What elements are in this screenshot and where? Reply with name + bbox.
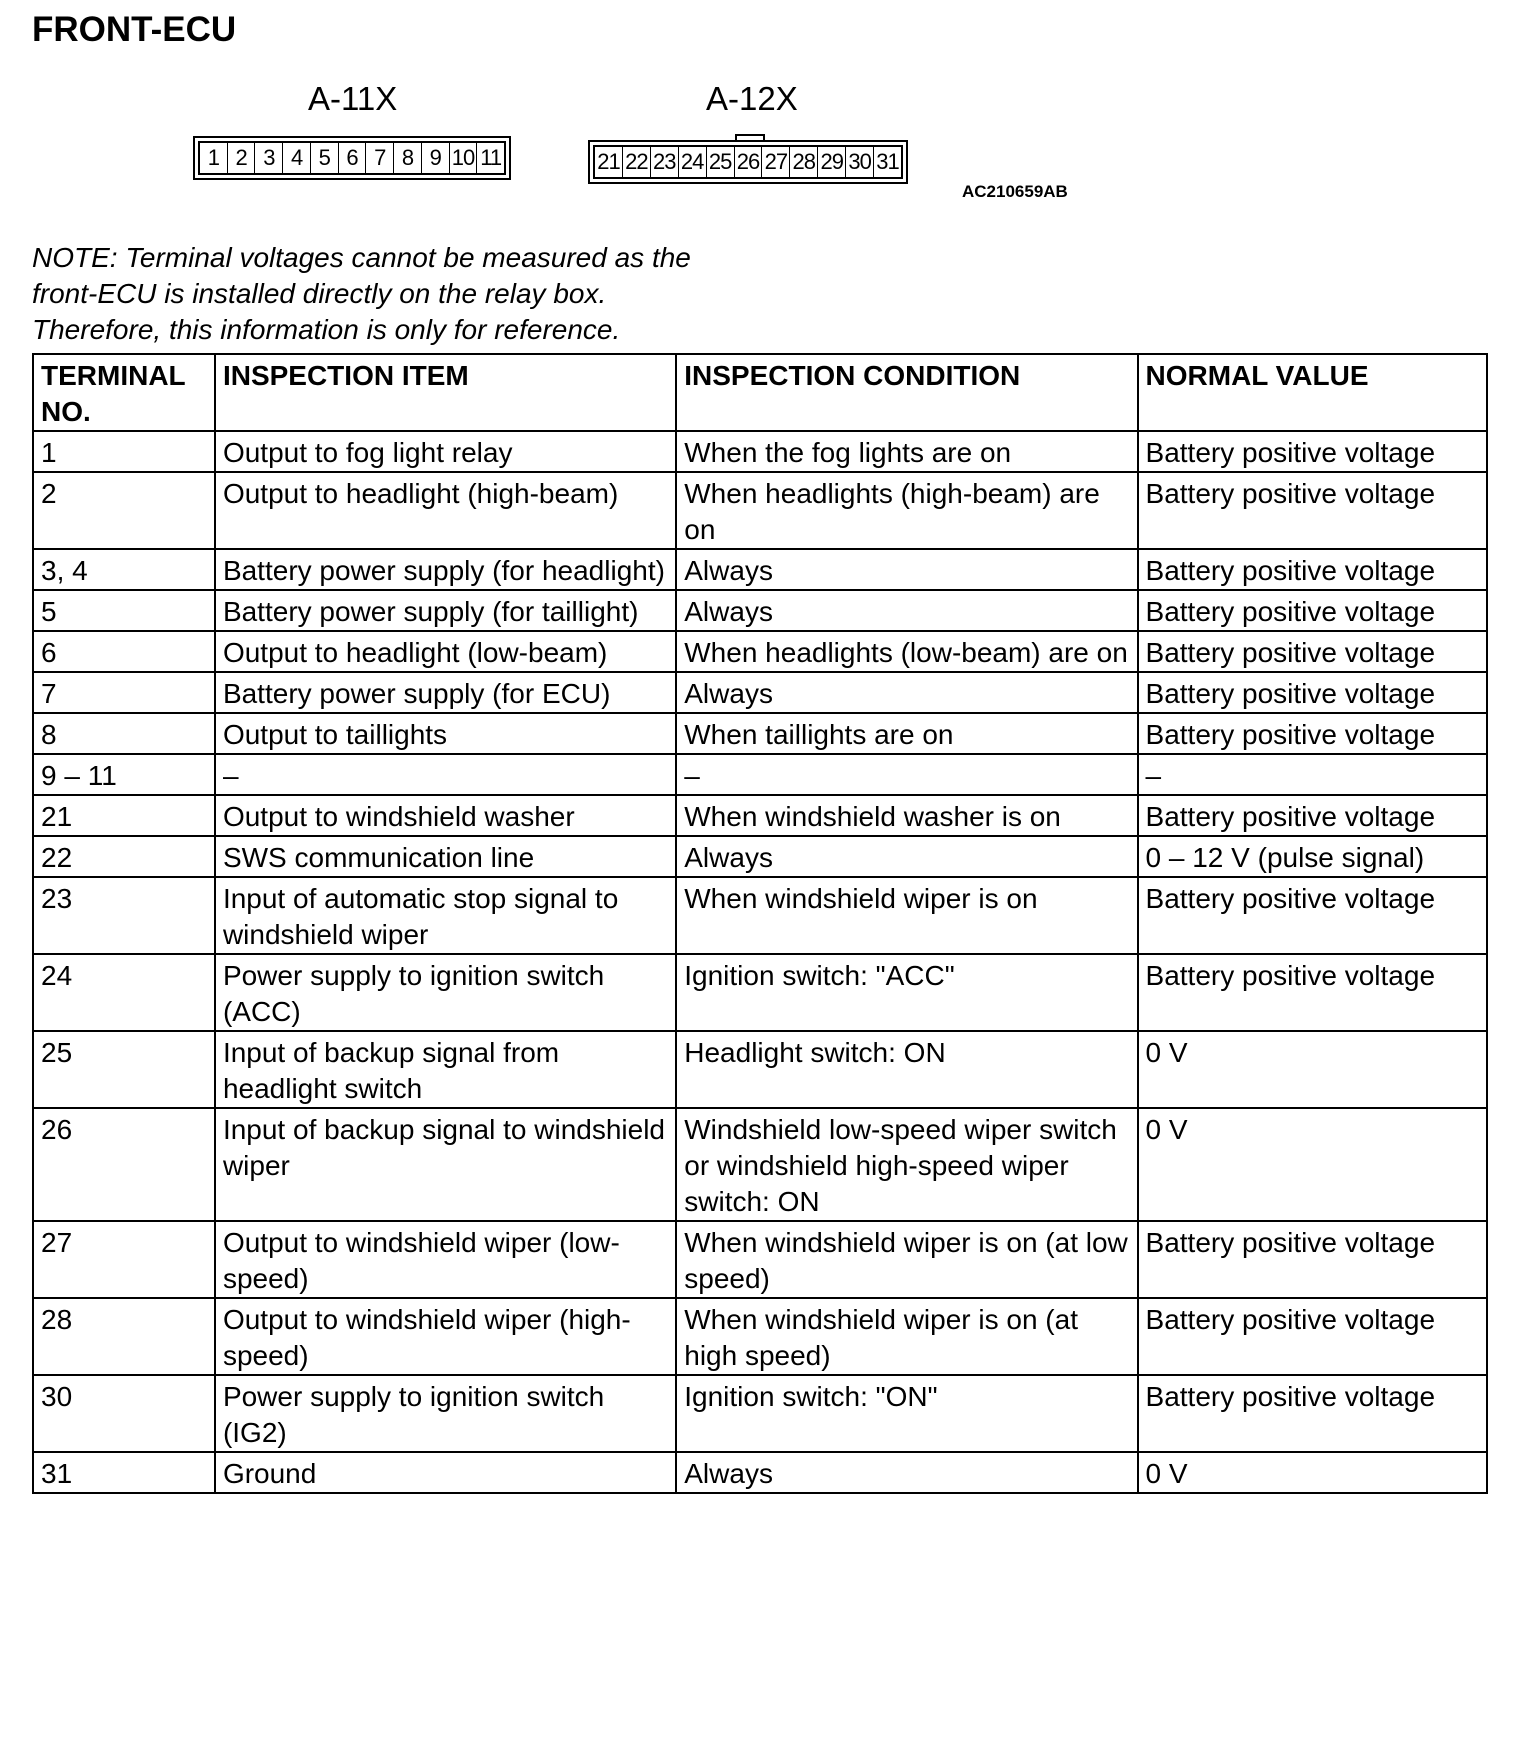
cell-normal-value: Battery positive voltage xyxy=(1138,590,1487,631)
cell-normal-value: Battery positive voltage xyxy=(1138,877,1487,954)
cell-inspection-item: Output to fog light relay xyxy=(215,431,676,472)
connector-pin: 6 xyxy=(339,143,367,173)
header-terminal-no: TERMINAL NO. xyxy=(33,354,215,431)
cell-normal-value: Battery positive voltage xyxy=(1138,1221,1487,1298)
connector-pin: 9 xyxy=(422,143,450,173)
cell-inspection-item: Input of backup signal to windshield wiper xyxy=(215,1108,676,1221)
table-row xyxy=(33,1298,1487,1375)
table-row xyxy=(33,1108,1487,1221)
connector-pin: 3 xyxy=(255,143,283,173)
terminal-spec-table xyxy=(32,353,1488,1494)
cell-inspection-item: Output to headlight (low-beam) xyxy=(215,631,676,672)
table-row xyxy=(33,1452,1487,1493)
cell-inspection-condition: When windshield washer is on xyxy=(676,795,1137,836)
connector-pin: 11 xyxy=(480,145,502,170)
connector-pin: 30 xyxy=(846,147,874,177)
cell-inspection-condition: Always xyxy=(676,1452,1137,1493)
cell-inspection-condition: When windshield wiper is on (at high speed) xyxy=(676,1298,1137,1375)
cell-terminal-no: 23 xyxy=(33,877,215,954)
cell-inspection-condition: When taillights are on xyxy=(676,713,1137,754)
cell-inspection-condition: Ignition switch: "ON" xyxy=(676,1375,1137,1452)
cell-terminal-no: 2 xyxy=(33,472,215,549)
table-header-row xyxy=(33,354,1487,431)
table-row xyxy=(33,836,1487,877)
cell-inspection-item: Battery power supply (for headlight) xyxy=(215,549,676,590)
note-line: front-ECU is installed directly on the relay box. xyxy=(32,278,607,309)
connector-pin: 22 xyxy=(623,147,651,177)
header-inspection-item: INSPECTION ITEM xyxy=(215,354,676,431)
table-row xyxy=(33,754,1487,795)
cell-inspection-condition: – xyxy=(676,754,1137,795)
cell-inspection-condition: When the fog lights are on xyxy=(676,431,1137,472)
cell-inspection-item: Output to windshield washer xyxy=(215,795,676,836)
connector-pin: 2 xyxy=(228,143,256,173)
connector-pin: 10 xyxy=(450,143,478,173)
header-normal-value: NORMAL VALUE xyxy=(1138,354,1487,431)
cell-terminal-no: 8 xyxy=(33,713,215,754)
cell-inspection-condition: When headlights (low-beam) are on xyxy=(676,631,1137,672)
cell-normal-value: 0 – 12 V (pulse signal) xyxy=(1138,836,1487,877)
cell-inspection-item: Input of automatic stop signal to windshield wiper xyxy=(215,877,676,954)
connector-pin: 1 xyxy=(200,143,228,173)
cell-normal-value: Battery positive voltage xyxy=(1138,954,1487,1031)
cell-normal-value: Battery positive voltage xyxy=(1138,1298,1487,1375)
table-row xyxy=(33,549,1487,590)
cell-terminal-no: 30 xyxy=(33,1375,215,1452)
cell-terminal-no: 24 xyxy=(33,954,215,1031)
connector-pin: 24 xyxy=(679,147,707,177)
cell-inspection-condition: Windshield low-speed wiper switch or windshield high-speed wiper switch: ON xyxy=(676,1108,1137,1221)
connector-pin: 27 xyxy=(762,147,790,177)
cell-inspection-item: SWS communication line xyxy=(215,836,676,877)
cell-terminal-no: 26 xyxy=(33,1108,215,1221)
cell-terminal-no: 31 xyxy=(33,1452,215,1493)
header-inspection-condition: INSPECTION CONDITION xyxy=(676,354,1137,431)
cell-inspection-condition: Always xyxy=(676,672,1137,713)
table-row xyxy=(33,631,1487,672)
cell-inspection-item: Power supply to ignition switch (ACC) xyxy=(215,954,676,1031)
cell-terminal-no: 27 xyxy=(33,1221,215,1298)
cell-terminal-no: 3, 4 xyxy=(33,549,215,590)
table-row xyxy=(33,431,1487,472)
cell-terminal-no: 5 xyxy=(33,590,215,631)
cell-terminal-no: 9 – 11 xyxy=(33,754,215,795)
connector-pin: 28 xyxy=(790,147,818,177)
table-row xyxy=(33,877,1487,954)
connector-pin: 31 xyxy=(876,149,899,174)
figure-code: AC210659AB xyxy=(962,182,1068,201)
cell-terminal-no: 22 xyxy=(33,836,215,877)
table-row xyxy=(33,1031,1487,1108)
connector-pin: 25 xyxy=(707,147,735,177)
cell-inspection-item: Power supply to ignition switch (IG2) xyxy=(215,1375,676,1452)
cell-terminal-no: 7 xyxy=(33,672,215,713)
cell-normal-value: 0 V xyxy=(1138,1108,1487,1221)
table-row xyxy=(33,713,1487,754)
cell-inspection-condition: Always xyxy=(676,590,1137,631)
cell-normal-value: 0 V xyxy=(1138,1031,1487,1108)
connector-a12x-diagram xyxy=(588,140,908,184)
table-row xyxy=(33,954,1487,1031)
connector-pin: 4 xyxy=(283,143,311,173)
cell-terminal-no: 25 xyxy=(33,1031,215,1108)
cell-terminal-no: 21 xyxy=(33,795,215,836)
cell-normal-value: Battery positive voltage xyxy=(1138,1375,1487,1452)
cell-inspection-condition: Ignition switch: "ACC" xyxy=(676,954,1137,1031)
cell-inspection-item: Battery power supply (for taillight) xyxy=(215,590,676,631)
connector-pin: 7 xyxy=(366,143,394,173)
cell-normal-value: Battery positive voltage xyxy=(1138,672,1487,713)
connector-pin: 26 xyxy=(735,147,763,177)
cell-inspection-condition: Always xyxy=(676,549,1137,590)
note-line: Therefore, this information is only for reference. xyxy=(32,314,621,345)
cell-inspection-item: Output to headlight (high-beam) xyxy=(215,472,676,549)
cell-inspection-item: Battery power supply (for ECU) xyxy=(215,672,676,713)
connector-pin: 5 xyxy=(311,143,339,173)
table-row xyxy=(33,590,1487,631)
cell-inspection-condition: When windshield wiper is on (at low speed) xyxy=(676,1221,1137,1298)
table-row xyxy=(33,795,1487,836)
note-text xyxy=(32,240,691,348)
cell-normal-value: – xyxy=(1138,754,1487,795)
cell-terminal-no: 6 xyxy=(33,631,215,672)
table-row xyxy=(33,1375,1487,1452)
cell-normal-value: Battery positive voltage xyxy=(1138,431,1487,472)
cell-terminal-no: 28 xyxy=(33,1298,215,1375)
connector-a11x-diagram xyxy=(193,136,511,180)
table-row xyxy=(33,672,1487,713)
cell-inspection-condition: Always xyxy=(676,836,1137,877)
connector-pin: 29 xyxy=(818,147,846,177)
connector-pin: 23 xyxy=(651,147,679,177)
page-title: FRONT-ECU xyxy=(32,10,237,49)
table-row xyxy=(33,472,1487,549)
cell-normal-value: Battery positive voltage xyxy=(1138,472,1487,549)
cell-normal-value: Battery positive voltage xyxy=(1138,713,1487,754)
cell-inspection-item: Output to windshield wiper (low-speed) xyxy=(215,1221,676,1298)
cell-inspection-item: – xyxy=(215,754,676,795)
cell-inspection-condition: When windshield wiper is on xyxy=(676,877,1137,954)
cell-terminal-no: 1 xyxy=(33,431,215,472)
cell-inspection-item: Output to taillights xyxy=(215,713,676,754)
connector-pin: 21 xyxy=(595,147,623,177)
cell-inspection-condition: Headlight switch: ON xyxy=(676,1031,1137,1108)
connector-a11x-label: A-11X xyxy=(308,80,398,117)
cell-inspection-item: Ground xyxy=(215,1452,676,1493)
cell-inspection-item: Input of backup signal from headlight switch xyxy=(215,1031,676,1108)
cell-normal-value: 0 V xyxy=(1138,1452,1487,1493)
cell-inspection-condition: When headlights (high-beam) are on xyxy=(676,472,1137,549)
note-line: NOTE: Terminal voltages cannot be measured as the xyxy=(32,242,691,273)
connector-a12x-label: A-12X xyxy=(706,80,798,117)
connector-pin: 8 xyxy=(394,143,422,173)
cell-normal-value: Battery positive voltage xyxy=(1138,549,1487,590)
cell-normal-value: Battery positive voltage xyxy=(1138,631,1487,672)
cell-inspection-item: Output to windshield wiper (high-speed) xyxy=(215,1298,676,1375)
cell-normal-value: Battery positive voltage xyxy=(1138,795,1487,836)
table-row xyxy=(33,1221,1487,1298)
